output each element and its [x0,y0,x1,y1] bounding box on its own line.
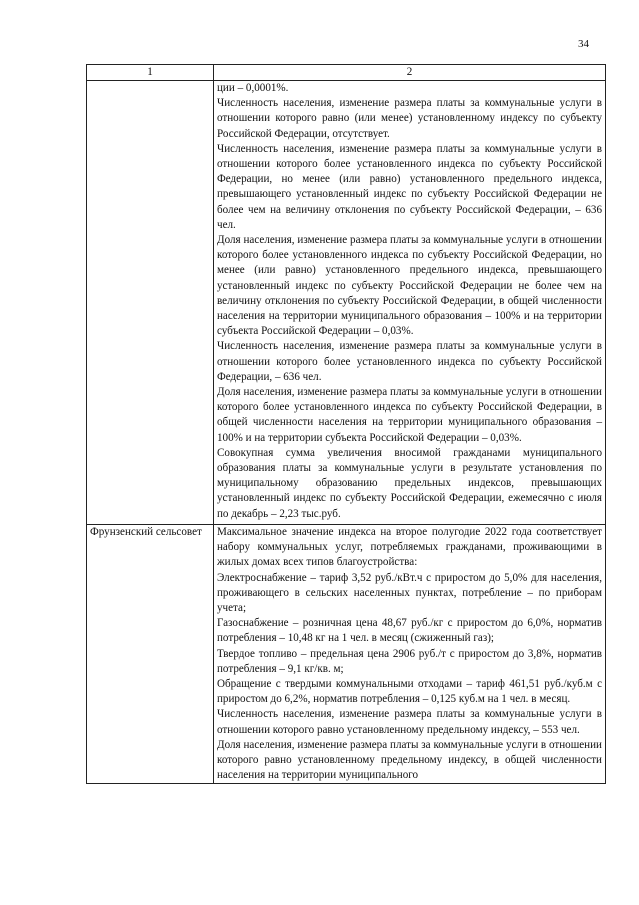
paragraph: Максимальное значение индекса на второе полугодие 2022 года соответствует набору коммунальных услуг, потребляемых гражданами, проживающими в жилых домах всех типов благоустройства: [217,525,602,569]
paragraph: Численность населения, изменение размера платы за коммунальные услуги в отношении которого равно (или менее) установленному индексу по субъекту Российской Федерации, отсутствует. [217,97,602,140]
paragraph: Численность населения, изменение размера платы за коммунальные услуги в отношении которого более установленного индекса по субъекту Российской Федерации, но менее (или равно) установленного предельного индекса, превышающего установленный индекс по субъекту Российской Федерации не более чем на величину отклонения по субъекту Российской Федерации, – 636 чел. [217,142,602,231]
column-header-2: 2 [214,65,606,81]
paragraph: ции – 0,0001%. [217,82,289,94]
paragraph: Доля населения, изменение размера платы за коммунальные услуги в отношении которого более установленного индекса по субъекту Российской Федерации, но менее (или равно) установленного предельного индекса, превышающего установленный индекс по субъекту Российской Федерации не более чем на величину отклонения по субъекту Российской Федерации, в общей численности населения на территории муниципального образования – 100% и на территории субъекта Российской Федерации – 0,03%. [217,234,602,338]
paragraph: Доля населения, изменение размера платы за коммунальные услуги в отношении которого равно установленному предельному индексу, в общей численности населения на территории муниципального [217,738,602,782]
content-cell [214,81,606,525]
paragraph: Обращение с твердыми коммунальными отходами – тариф 461,51 руб./куб.м с приростом до 6,2%, норматив потребления – 0,125 куб.м на 1 чел. в месяц. [217,677,602,706]
table-header-row [87,65,606,81]
paragraph: Доля населения, изменение размера платы за коммунальные услуги в отношении которого более установленного индекса по субъекту Российской Федерации, в общей численности населения на территории муниципального образования – 100% и на территории субъекта Российской Федерации – 0,03%. [217,386,602,444]
paragraph: Совокупная сумма увеличения вносимой гражданами муниципального образования платы за коммунальные услуги в результате установления по муниципальному образованию предельных индексов, превышающих установленный индекс по субъекту Российской Федерации, ежемесячно с июля по декабрь – 2,23 тыс.руб. [217,446,602,520]
table-row [87,524,606,783]
paragraph: Газоснабжение – розничная цена 48,67 руб./кг с приростом до 6,0%, норматив потребления – 10,48 кг на 1 чел. в месяц (сжиженный газ); [217,617,602,645]
paragraph: Численность населения, изменение размера платы за коммунальные услуги в отношении которого более установленного индекса по субъекту Российской Федерации, – 636 чел. [217,340,602,383]
document-table [86,64,606,784]
paragraph: Численность населения, изменение размера платы за коммунальные услуги в отношении которого равно установленному предельному индексу, – 553 чел. [217,708,602,736]
paragraph: Твердое топливо – предельная цена 2906 руб./т с приростом до 3,8%, норматив потребления – 9,1 кг/кв. м; [217,647,602,675]
region-cell [87,81,214,525]
region-cell: Фрунзенский сельсовет [87,524,214,783]
content-cell [214,524,606,783]
table-row [87,81,606,525]
column-header-1: 1 [87,65,214,81]
paragraph: Электроснабжение – тариф 3,52 руб./кВт.ч с приростом до 5,0% для населения, проживающего в сельских населенных пунктах, потребление – по приборам учета; [217,571,602,614]
page-number: 34 [578,38,589,50]
